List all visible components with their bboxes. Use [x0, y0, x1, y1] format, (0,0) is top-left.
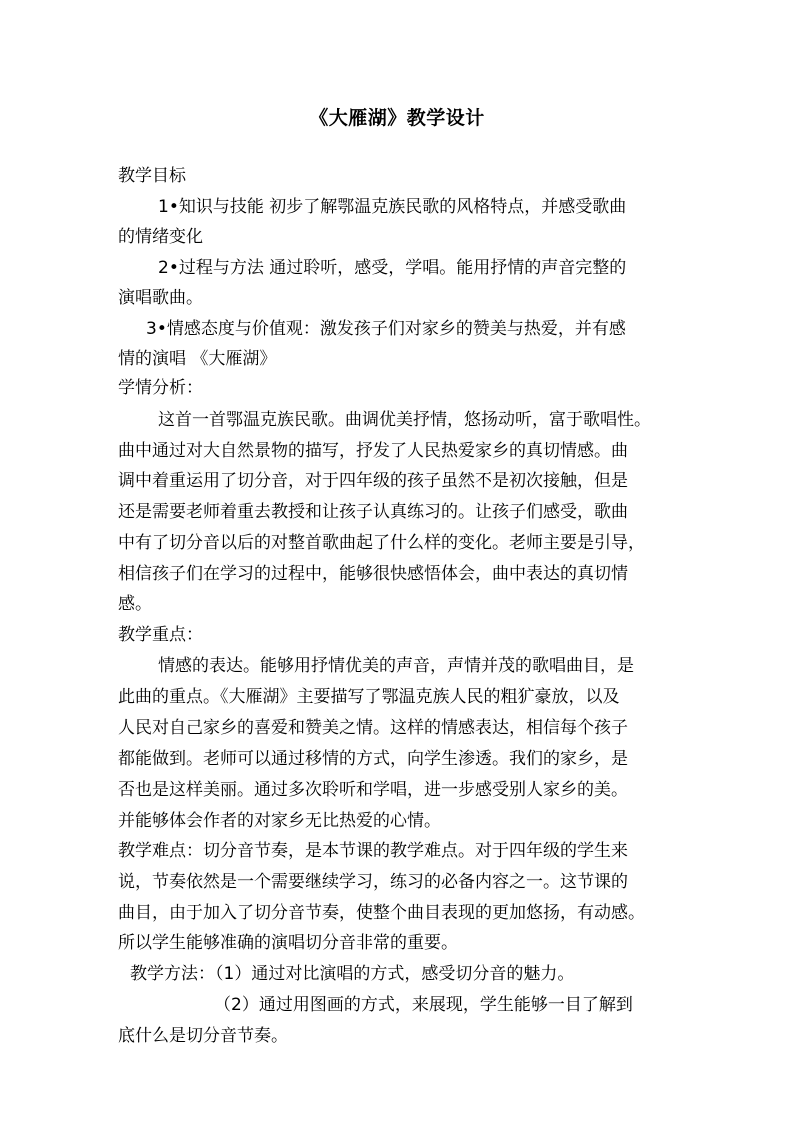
heading-teaching-goals: 教学目标	[118, 166, 186, 186]
paragraph-line: 感。	[118, 594, 152, 614]
paragraph-line: 相信孩子们在学习的过程中，能够很快感悟体会，曲中表达的真切情	[118, 564, 628, 584]
paragraph-line: 这首一首鄂温克族民歌。曲调优美抒情，悠扬动听，富于歌唱性。	[158, 410, 651, 430]
paragraph-line: 说，节奏依然是一个需要继续学习，练习的必备内容之一。这节课的	[118, 872, 628, 892]
paragraph-line: 1•知识与技能 初步了解鄂温克族民歌的风格特点，并感受歌曲	[158, 197, 627, 217]
heading-teaching-difficulty: 教学难点：切分音节奏，是本节课的教学难点。对于四年级的学生来	[118, 841, 628, 861]
heading-teaching-focus: 教学重点：	[118, 625, 203, 645]
paragraph-line: 曲目，由于加入了切分音节奏，使整个曲目表现的更加悠扬，有动感。	[118, 903, 645, 923]
document-title: 《大雁湖》教学设计	[309, 107, 485, 129]
paragraph-line: 底什么是切分音节奏。	[118, 1026, 288, 1046]
paragraph-line: 否也是这样美丽。通过多次聆听和学唱，进一步感受别人家乡的美。	[118, 780, 628, 800]
paragraph-line: 演唱歌曲。	[118, 288, 203, 308]
paragraph-line: 还是需要老师着重去教授和让孩子认真练习的。让孩子们感受，歌曲	[118, 502, 628, 522]
paragraph-line: 曲中通过对大自然景物的描写，抒发了人民热爱家乡的真切情感。曲	[118, 441, 628, 461]
paragraph-line: 2•过程与方法 通过聆听，感受，学唱。能用抒情的声音完整的	[158, 258, 627, 278]
paragraph-line: 调中着重运用了切分音，对于四年级的孩子虽然不是初次接触，但是	[118, 471, 628, 491]
paragraph-line: 都能做到。老师可以通过移情的方式，向学生渗透。我们的家乡，是	[118, 749, 628, 769]
paragraph-line: 情的演唱 《大雁湖》	[118, 349, 277, 369]
paragraph-line: 人民对自己家乡的喜爱和赞美之情。这样的情感表达，相信每个孩子	[118, 718, 628, 738]
heading-learning-analysis: 学情分析：	[118, 378, 203, 398]
paragraph-line: 中有了切分音以后的对整首歌曲起了什么样的变化。老师主要是引导，	[118, 533, 645, 553]
paragraph-line: 此曲的重点。《大雁湖》主要描写了鄂温克族人民的粗犷豪放，以及	[118, 687, 620, 707]
paragraph-line: （2）通过用图画的方式，来展现，学生能够一目了解到	[214, 995, 633, 1015]
paragraph-line: 情感的表达。能够用抒情优美的声音，声情并茂的歌唱曲目，是	[158, 656, 634, 676]
heading-teaching-methods: 教学方法：（1）通过对比演唱的方式，感受切分音的魅力。	[130, 964, 575, 984]
paragraph-line: 所以学生能够准确的演唱切分音非常的重要。	[118, 933, 458, 953]
paragraph-line: 的情绪变化	[118, 227, 203, 247]
paragraph-line: 3•情感态度与价值观：激发孩子们对家乡的赞美与热爱，并有感	[146, 319, 626, 339]
paragraph-line: 并能够体会作者的对家乡无比热爱的心情。	[118, 811, 441, 831]
